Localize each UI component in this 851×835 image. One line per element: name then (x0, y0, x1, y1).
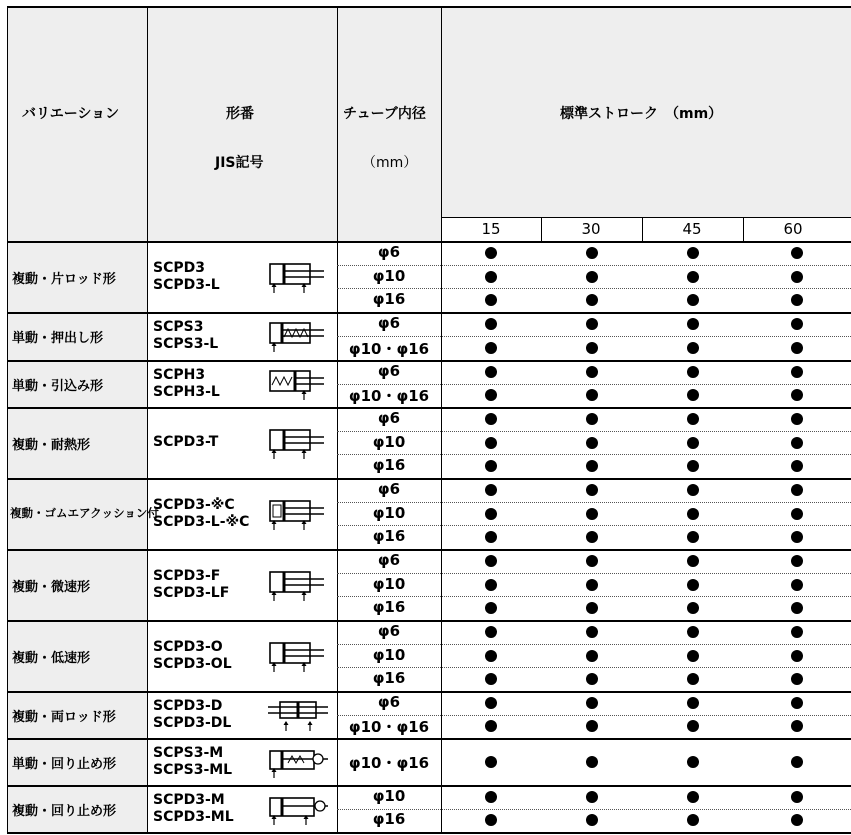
bore-size: φ10・φ16 (348, 387, 430, 406)
column-divider (147, 6, 148, 832)
model-number (153, 639, 232, 673)
available-dot (586, 791, 598, 803)
available-dot (586, 484, 598, 496)
model-number-line: SCPH3 (153, 366, 206, 383)
header-shade (147, 6, 851, 241)
available-dot (791, 791, 803, 803)
header-variation: バリエーション (22, 106, 120, 122)
bore-row-divider (337, 644, 851, 645)
available-dot (485, 389, 497, 401)
available-dot (586, 318, 598, 330)
available-dot (485, 318, 497, 330)
available-dot (687, 484, 699, 496)
bore-row-divider (337, 336, 851, 337)
double-acting-single-rod-icon (268, 568, 330, 606)
available-dot (586, 650, 598, 662)
model-number (153, 260, 220, 294)
double-acting-single-rod-icon (268, 639, 330, 677)
bore-size: φ6 (377, 314, 401, 332)
available-dot (586, 531, 598, 543)
available-dot (687, 413, 699, 425)
available-dot (485, 366, 497, 378)
bore-row-divider (337, 573, 851, 574)
double-acting-single-rod-icon (268, 260, 330, 298)
model-number (153, 319, 218, 353)
available-dot (687, 697, 699, 709)
available-dot (791, 247, 803, 259)
bore-size: φ10・φ16 (348, 753, 430, 772)
available-dot (586, 555, 598, 567)
bore-size: φ6 (377, 361, 401, 380)
available-dot (791, 389, 803, 401)
available-dot (687, 650, 699, 662)
available-dot (586, 626, 598, 638)
bore-size: φ16 (372, 290, 406, 309)
variation-label: 複動・回り止め形 (12, 803, 117, 819)
available-dot (791, 437, 803, 449)
model-number (153, 367, 220, 401)
variation-label: 単動・回り止め形 (12, 756, 117, 772)
bore-size: φ16 (372, 810, 406, 829)
bore-size: φ6 (377, 550, 401, 569)
available-dot (687, 508, 699, 520)
air-cushion-icon (268, 497, 330, 535)
available-dot (791, 342, 803, 354)
model-number-line: SCPD3-DL (153, 714, 232, 731)
available-dot (586, 697, 598, 709)
available-dot (791, 697, 803, 709)
variation-label: 複動・ゴムエアクッション付 (10, 505, 159, 520)
bore-size: φ6 (377, 692, 401, 711)
available-dot (791, 626, 803, 638)
available-dot (791, 508, 803, 520)
available-dot (791, 366, 803, 378)
stroke-header-45: 45 (682, 220, 702, 238)
model-number-line: SCPS3-L (153, 336, 219, 352)
bore-size: φ10・φ16 (348, 340, 430, 358)
available-dot (791, 271, 803, 283)
available-dot (485, 791, 497, 803)
available-dot (791, 602, 803, 614)
header-jis-symbol: JIS記号 (215, 155, 264, 171)
variation-label: 複動・低速形 (12, 650, 91, 666)
available-dot (687, 602, 699, 614)
bore-size: φ10・φ16 (348, 718, 430, 737)
available-dot (687, 437, 699, 449)
model-number-line: SCPD3-D (153, 697, 223, 714)
available-dot (485, 814, 497, 826)
available-dot (687, 366, 699, 378)
available-dot (791, 720, 803, 732)
available-dot (586, 579, 598, 591)
header-standard-stroke: 標準ストローク （mm） (560, 106, 723, 122)
bore-size: φ10 (372, 503, 406, 522)
bore-size: φ16 (372, 598, 406, 617)
available-dot (791, 555, 803, 567)
bore-size: φ16 (372, 669, 406, 688)
available-dot (586, 413, 598, 425)
model-number-line: SCPD3-※C (153, 496, 235, 513)
bore-row-divider (337, 502, 851, 503)
available-dot (485, 508, 497, 520)
model-number-line: SCPD3-L-※C (153, 513, 250, 530)
stroke-header-60: 60 (783, 220, 803, 238)
model-number-line: SCPD3-LF (153, 584, 230, 601)
available-dot (586, 602, 598, 614)
bore-size: φ10 (372, 645, 406, 664)
table-top-border (7, 6, 851, 8)
available-dot (586, 247, 598, 259)
available-dot (687, 626, 699, 638)
model-number (153, 745, 232, 779)
available-dot (485, 697, 497, 709)
header-model: 形番 (226, 106, 254, 122)
available-dot (791, 531, 803, 543)
model-number-line: SCPD3-ML (153, 808, 234, 825)
available-dot (687, 460, 699, 472)
available-dot (485, 531, 497, 543)
available-dot (791, 579, 803, 591)
variation-label: 複動・両ロッド形 (12, 709, 116, 725)
model-number (153, 698, 231, 732)
available-dot (791, 814, 803, 826)
available-dot (687, 673, 699, 685)
available-dot (485, 342, 497, 354)
available-dot (586, 814, 598, 826)
model-number-line: SCPD3-T (153, 434, 219, 450)
single-acting-pull-icon (268, 367, 330, 405)
available-dot (687, 271, 699, 283)
available-dot (485, 650, 497, 662)
available-dot (687, 555, 699, 567)
available-dot (791, 484, 803, 496)
available-dot (485, 579, 497, 591)
model-number-line: SCPS3 (153, 319, 204, 335)
stroke-header-30: 30 (581, 220, 601, 238)
available-dot (791, 413, 803, 425)
bore-size: φ6 (377, 621, 401, 640)
available-dot (485, 247, 497, 259)
single-acting-non-rotating-icon (268, 745, 330, 783)
available-dot (485, 294, 497, 306)
available-dot (586, 294, 598, 306)
available-dot (687, 247, 699, 259)
bore-row-divider (337, 431, 851, 432)
available-dot (485, 555, 497, 567)
available-dot (485, 626, 497, 638)
variation-label: 単動・押出し形 (12, 331, 104, 346)
available-dot (586, 508, 598, 520)
available-dot (791, 756, 803, 768)
available-dot (791, 318, 803, 330)
available-dot (687, 318, 699, 330)
model-number-line: SCPD3 (153, 259, 205, 276)
model-number (153, 792, 234, 826)
available-dot (485, 484, 497, 496)
model-number (153, 434, 218, 451)
available-dot (687, 342, 699, 354)
double-acting-single-rod-icon (268, 426, 330, 464)
available-dot (485, 437, 497, 449)
available-dot (485, 413, 497, 425)
available-dot (586, 389, 598, 401)
bore-size: φ10 (372, 574, 406, 593)
available-dot (586, 366, 598, 378)
bore-size: φ10 (372, 266, 406, 285)
available-dot (687, 814, 699, 826)
model-number-line: SCPH3-L (153, 383, 220, 400)
available-dot (485, 756, 497, 768)
model-number-line: SCPD3-O (153, 638, 223, 655)
available-dot (791, 294, 803, 306)
model-number-line: SCPD3-F (153, 567, 221, 584)
double-acting-non-rotating-icon (268, 792, 330, 830)
model-number-line: SCPD3-L (153, 276, 220, 293)
model-number-line: SCPD3-OL (153, 655, 232, 672)
available-dot (485, 460, 497, 472)
available-dot (687, 389, 699, 401)
available-dot (687, 720, 699, 732)
column-divider (441, 6, 442, 832)
available-dot (586, 460, 598, 472)
model-number-line: SCPS3-ML (153, 761, 233, 778)
available-dot (687, 756, 699, 768)
available-dot (687, 294, 699, 306)
double-rod-icon (268, 698, 330, 736)
bore-size: φ6 (377, 479, 401, 498)
variation-label: 単動・引込み形 (12, 378, 104, 394)
stroke-subheader-border (441, 217, 851, 218)
available-dot (485, 720, 497, 732)
group-separator (7, 738, 851, 740)
header-bore-unit: （mm） (362, 155, 418, 171)
bore-size: φ6 (377, 408, 401, 427)
available-dot (586, 673, 598, 685)
available-dot (586, 756, 598, 768)
available-dot (485, 673, 497, 685)
available-dot (687, 579, 699, 591)
available-dot (687, 531, 699, 543)
variation-label: 複動・微速形 (12, 579, 91, 595)
bore-row-divider (337, 265, 851, 266)
table-left-border (7, 6, 8, 832)
available-dot (791, 650, 803, 662)
available-dot (586, 720, 598, 732)
available-dot (485, 271, 497, 283)
model-number (153, 568, 229, 602)
model-number-line: SCPD3-M (153, 791, 225, 808)
available-dot (586, 342, 598, 354)
available-dot (791, 460, 803, 472)
variation-label: 複動・耐熱形 (12, 437, 91, 453)
bore-size: φ10 (372, 786, 406, 805)
bore-size: φ6 (377, 242, 401, 261)
bore-size: φ10 (372, 432, 406, 451)
available-dot (687, 791, 699, 803)
stroke-header-15: 15 (481, 220, 501, 238)
variation-label: 複動・片ロッド形 (12, 271, 116, 287)
model-number (153, 497, 249, 531)
single-acting-push-icon (268, 319, 330, 357)
available-dot (586, 437, 598, 449)
available-dot (586, 271, 598, 283)
table-bottom-border (7, 832, 851, 834)
model-number-line: SCPS3-M (153, 744, 224, 761)
bore-size: φ16 (372, 527, 406, 546)
available-dot (485, 602, 497, 614)
header-bore: チューブ内径 (343, 106, 426, 122)
available-dot (791, 673, 803, 685)
bore-size: φ16 (372, 456, 406, 475)
